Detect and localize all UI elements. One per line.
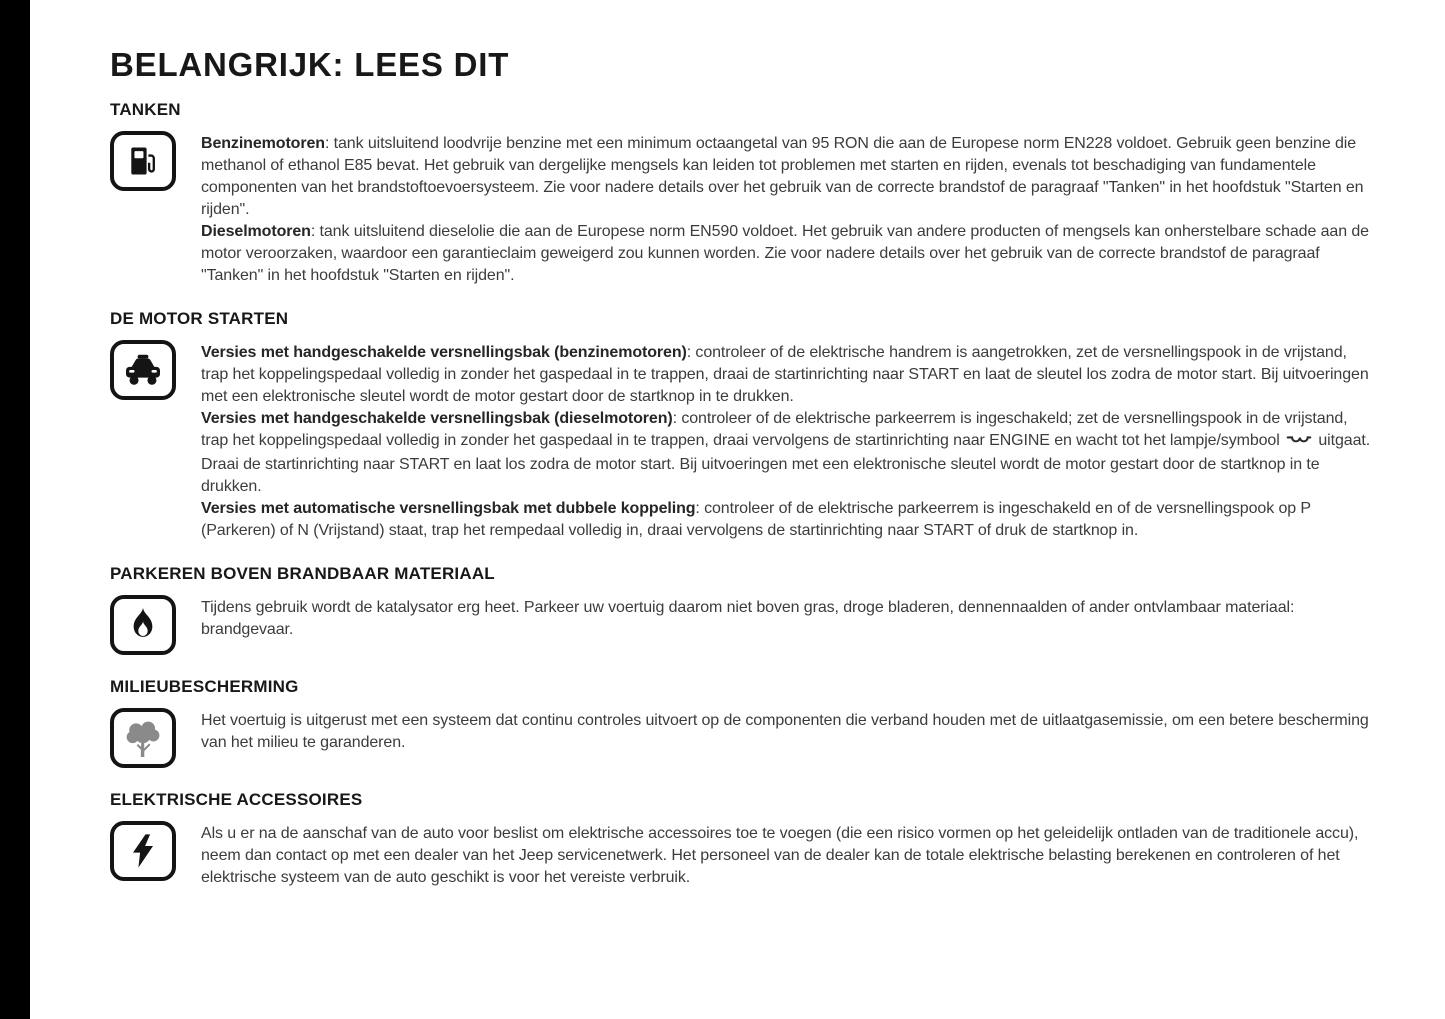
glow-plug-icon bbox=[1286, 432, 1312, 454]
section-text bbox=[201, 821, 1372, 889]
section-heading: PARKEREN BOVEN BRANDBAAR MATERIAAL bbox=[110, 564, 495, 583]
paragraph: Versies met handgeschakelde versnellingsbak (dieselmotoren): controleer of de elektrische parkeerrem is ingeschakeld; zet de versnellingspook in de vrijstand, trap het koppelingspedaal volledig in zonder het gaspedaal in te trappen, draai vervolgens de startinrichting naar ENGINE en wacht tot het lampje/symbool uitgaat. Draai de startinrichting naar START en laat los zodra de motor start. Bij uitvoeringen met een elektronische sleutel wordt de motor gestart door de startknop in te drukken. bbox=[201, 410, 1371, 495]
section-heading: TANKEN bbox=[110, 100, 181, 119]
section-heading: DE MOTOR STARTEN bbox=[110, 309, 289, 328]
car-icon bbox=[110, 340, 176, 400]
lightning-icon bbox=[110, 821, 176, 881]
paragraph: Het voertuig is uitgerust met een systeem dat continu controles uitvoert op de componenten die verband houden met de uitlaatgasemissie, om een betere bescherming van het milieu te garanderen. bbox=[201, 712, 1369, 751]
section-heading: ELEKTRISCHE ACCESSOIRES bbox=[110, 790, 363, 809]
section-parkeren-brandbaar bbox=[110, 564, 1372, 655]
section-text bbox=[201, 340, 1372, 542]
section-heading: MILIEUBESCHERMING bbox=[110, 677, 299, 696]
section-elektrische-accessoires bbox=[110, 790, 1372, 889]
paragraph: Versies met handgeschakelde versnellingsbak (benzinemotoren): controleer of de elektrische handrem is aangetrokken, zet de versnellingspook in de vrijstand, trap het koppelingspedaal volledig in zonder het gaspedaal in te trappen, draai de startinrichting naar START en laat de sleutel los zodra de motor start. Bij uitvoeringen met een elektronische sleutel wordt de motor gestart door de startknop in te drukken. bbox=[201, 344, 1369, 405]
paragraph: Tijdens gebruik wordt de katalysator erg heet. Parkeer uw voertuig daarom niet boven gras, droge bladeren, dennennaalden of ander ontvlambaar materiaal: brandgevaar. bbox=[201, 599, 1295, 638]
section-milieubescherming bbox=[110, 677, 1372, 768]
fuel-pump-icon bbox=[110, 131, 176, 191]
paragraph: Benzinemotoren: tank uitsluitend loodvrije benzine met een minimum octaangetal van 95 RON die aan de Europese norm EN228 voldoet. Gebruik geen benzine die methanol of ethanol E85 bevat. Het gebruik van dergelijke mengsels kan leiden tot problemen met starten en rijden, evenals tot beschadiging van fundamentele componenten van het brandstoftoevoersysteem. Zie voor nadere details over het gebruik van de correcte brandstof de paragraaf "Tanken" in het hoofdstuk "Starten en rijden". bbox=[201, 135, 1364, 218]
paragraph: Versies met automatische versnellingsbak met dubbele koppeling: controleer of de elektrische parkeerrem is ingeschakeld en of de versnellingspook op P (Parkeren) of N (Vrijstand) staat, trap het rempedaal volledig in, draai vervolgens de startinrichting naar START of druk de startknop in. bbox=[201, 500, 1311, 539]
section-motor-starten bbox=[110, 309, 1372, 542]
section-text bbox=[201, 708, 1372, 754]
paragraph: Als u er na de aanschaf van de auto voor beslist om elektrische accessoires toe te voegen (die een risico vormen op het geleidelijk ontladen van de traditionele accu), neem dan contact op met een dealer van het Jeep servicenetwerk. Het personeel van de dealer kan de totale elektrische belasting berekenen en controleren of het elektrische systeem van de auto geschikt is voor het vereiste verbruik. bbox=[201, 825, 1359, 886]
section-tanken bbox=[110, 100, 1372, 287]
manual-page bbox=[110, 46, 1372, 911]
tree-icon bbox=[110, 708, 176, 768]
section-text bbox=[201, 131, 1372, 287]
paragraph: Dieselmotoren: tank uitsluitend dieselolie die aan de Europese norm EN590 voldoet. Het gebruik van andere producten of mengsels kan onherstelbare schade aan de motor veroorzaken, waardoor een garantieclaim geweigerd zou kunnen worden. Zie voor nadere details over het gebruik van de correcte brandstof de paragraaf "Tanken" in het hoofdstuk "Starten en rijden". bbox=[201, 223, 1369, 284]
flame-icon bbox=[110, 595, 176, 655]
section-text bbox=[201, 595, 1372, 641]
page-title: BELANGRIJK: LEES DIT bbox=[110, 46, 510, 83]
page-spine bbox=[0, 0, 30, 1019]
